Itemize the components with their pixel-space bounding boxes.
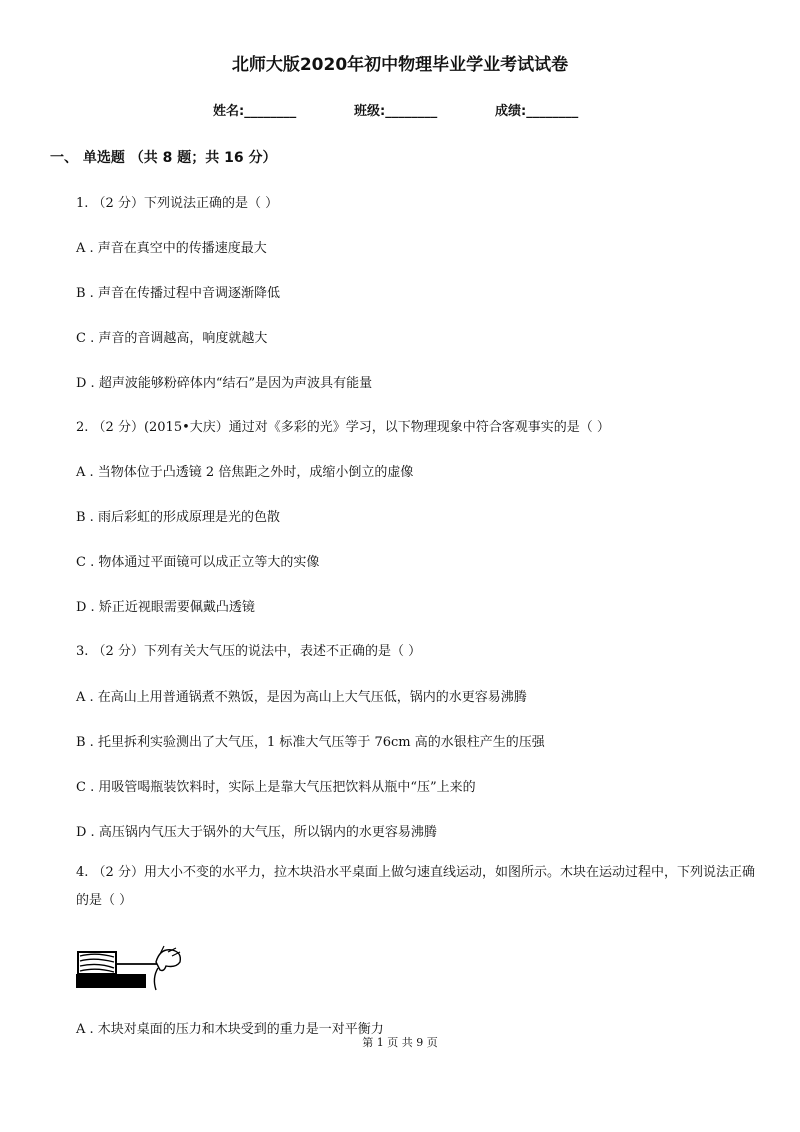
question-1-option-a: A . 声音在真空中的传播速度最大	[76, 241, 267, 256]
question-3-option-a: A . 在高山上用普通锅煮不熟饭，是因为高山上大气压低，锅内的水更容易沸腾	[76, 690, 527, 705]
question-1-option-b: B . 声音在传播过程中音调逐渐降低	[76, 286, 280, 301]
question-2-option-b: B . 雨后彩虹的形成原理是光的色散	[76, 510, 280, 525]
question-2-option-a: A . 当物体位于凸透镜 2 倍焦距之外时，成缩小倒立的虚像	[76, 465, 414, 480]
exam-title: 北师大版2020年初中物理毕业学业考试试卷	[231, 55, 569, 75]
question-1-stem: 1. （2 分）下列说法正确的是（ ）	[76, 196, 279, 211]
question-3-option-d: D . 高压锅内气压大于锅外的大气压，所以锅内的水更容易沸腾	[76, 825, 437, 840]
section-heading: 一、 单选题 （共 8 题；共 16 分）	[50, 150, 277, 166]
wood-block-figure	[76, 940, 188, 992]
question-3-option-c: C . 用吸管喝瓶装饮料时，实际上是靠大气压把饮料从瓶中“压”上来的	[76, 780, 476, 795]
class-field: 班级:________	[354, 104, 438, 119]
question-1-option-c: C . 声音的音调越高，响度就越大	[76, 331, 268, 346]
question-4-stem: 4. （2 分）用大小不变的水平力，拉木块沿水平桌面上做匀速直线运动，如图所示。木块在运动过程中，下列说法正确的是（ ）	[76, 865, 755, 908]
page-footer: 第 1 页 共 9 页	[362, 1036, 438, 1049]
table-surface	[76, 974, 146, 988]
hand-icon	[154, 946, 180, 990]
question-2-option-c: C . 物体通过平面镜可以成正立等大的实像	[76, 555, 320, 570]
score-field: 成绩:________	[495, 104, 579, 119]
question-4-option-a: A . 木块对桌面的压力和木块受到的重力是一对平衡力	[76, 1022, 384, 1037]
question-1-option-d: D . 超声波能够粉碎体内“结石”是因为声波具有能量	[76, 376, 373, 391]
question-3-stem: 3. （2 分）下列有关大气压的说法中，表述不正确的是（ ）	[76, 644, 422, 659]
question-2-stem: 2. （2 分）(2015•大庆）通过对《多彩的光》学习，以下物理现象中符合客观事实的是（ ）	[76, 420, 610, 435]
wood-block	[78, 952, 116, 974]
question-2-option-d: D . 矫正近视眼需要佩戴凸透镜	[76, 600, 255, 615]
name-field: 姓名:________	[213, 104, 297, 119]
question-3-option-b: B . 托里拆利实验测出了大气压，1 标准大气压等于 76cm 高的水银柱产生的压强	[76, 735, 545, 750]
